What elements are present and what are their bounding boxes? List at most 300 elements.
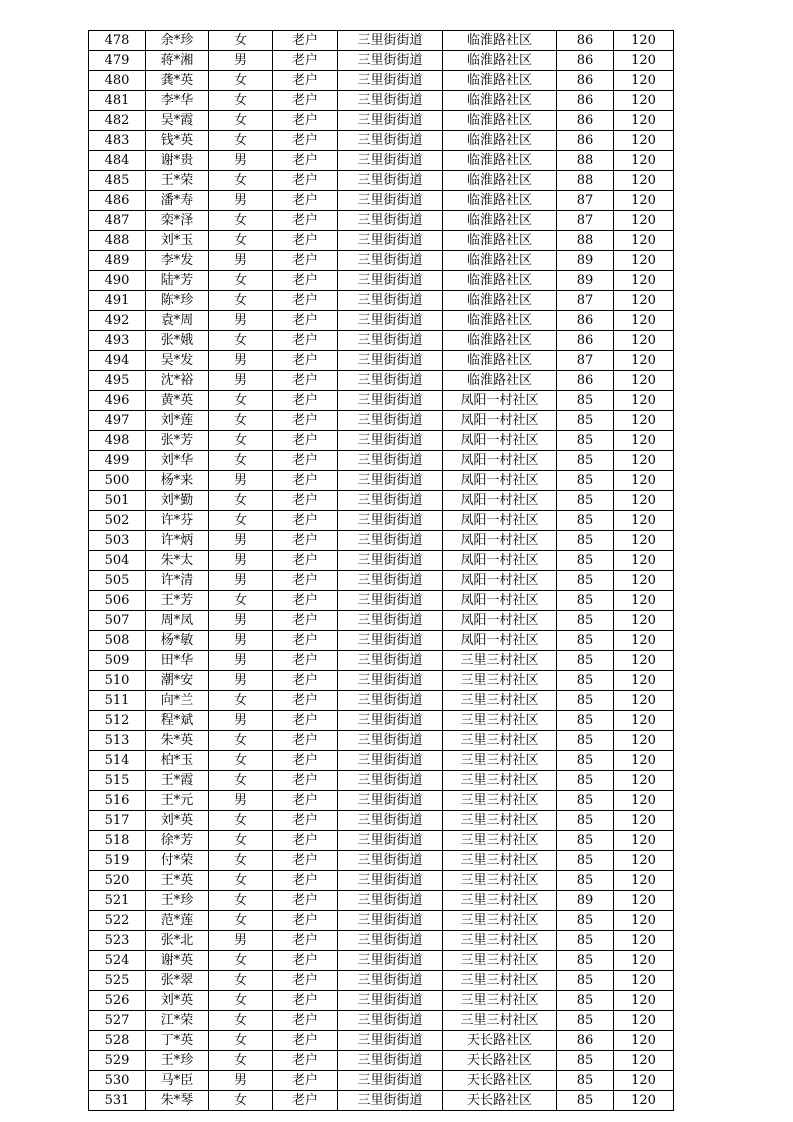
age-cell: 85 bbox=[557, 451, 614, 471]
table-body bbox=[89, 31, 674, 1111]
street-cell: 三里街街道 bbox=[338, 1091, 443, 1111]
name-cell: 刘*玉 bbox=[146, 231, 209, 251]
row-number-cell: 530 bbox=[89, 1071, 146, 1091]
amount-cell: 120 bbox=[614, 971, 674, 991]
street-cell: 三里街街道 bbox=[338, 211, 443, 231]
age-cell: 86 bbox=[557, 311, 614, 331]
street-cell: 三里街街道 bbox=[338, 751, 443, 771]
community-cell: 临淮路社区 bbox=[443, 351, 557, 371]
gender-cell: 女 bbox=[209, 131, 273, 151]
street-cell: 三里街街道 bbox=[338, 611, 443, 631]
gender-cell: 女 bbox=[209, 911, 273, 931]
name-cell: 黄*英 bbox=[146, 391, 209, 411]
gender-cell: 男 bbox=[209, 531, 273, 551]
name-cell: 栾*泽 bbox=[146, 211, 209, 231]
name-cell: 沈*裕 bbox=[146, 371, 209, 391]
age-cell: 85 bbox=[557, 851, 614, 871]
gender-cell: 男 bbox=[209, 931, 273, 951]
gender-cell: 女 bbox=[209, 991, 273, 1011]
gender-cell: 女 bbox=[209, 951, 273, 971]
amount-cell: 120 bbox=[614, 291, 674, 311]
community-cell: 三里三村社区 bbox=[443, 831, 557, 851]
gender-cell: 女 bbox=[209, 491, 273, 511]
household-type-cell: 老户 bbox=[273, 251, 338, 271]
table-row bbox=[89, 891, 674, 911]
table-row bbox=[89, 751, 674, 771]
age-cell: 85 bbox=[557, 991, 614, 1011]
age-cell: 85 bbox=[557, 651, 614, 671]
community-cell: 临淮路社区 bbox=[443, 231, 557, 251]
community-cell: 三里三村社区 bbox=[443, 951, 557, 971]
row-number-cell: 527 bbox=[89, 1011, 146, 1031]
age-cell: 85 bbox=[557, 791, 614, 811]
row-number-cell: 488 bbox=[89, 231, 146, 251]
age-cell: 85 bbox=[557, 691, 614, 711]
age-cell: 86 bbox=[557, 71, 614, 91]
table-row bbox=[89, 911, 674, 931]
age-cell: 85 bbox=[557, 491, 614, 511]
street-cell: 三里街街道 bbox=[338, 91, 443, 111]
gender-cell: 男 bbox=[209, 151, 273, 171]
amount-cell: 120 bbox=[614, 571, 674, 591]
household-type-cell: 老户 bbox=[273, 111, 338, 131]
community-cell: 临淮路社区 bbox=[443, 131, 557, 151]
street-cell: 三里街街道 bbox=[338, 831, 443, 851]
row-number-cell: 523 bbox=[89, 931, 146, 951]
row-number-cell: 504 bbox=[89, 551, 146, 571]
community-cell: 临淮路社区 bbox=[443, 191, 557, 211]
amount-cell: 120 bbox=[614, 811, 674, 831]
name-cell: 杨*来 bbox=[146, 471, 209, 491]
amount-cell: 120 bbox=[614, 1071, 674, 1091]
name-cell: 吴*发 bbox=[146, 351, 209, 371]
age-cell: 86 bbox=[557, 51, 614, 71]
street-cell: 三里街街道 bbox=[338, 231, 443, 251]
row-number-cell: 525 bbox=[89, 971, 146, 991]
gender-cell: 女 bbox=[209, 511, 273, 531]
table-row bbox=[89, 351, 674, 371]
community-cell: 凤阳一村社区 bbox=[443, 491, 557, 511]
table-row bbox=[89, 651, 674, 671]
age-cell: 86 bbox=[557, 91, 614, 111]
gender-cell: 男 bbox=[209, 51, 273, 71]
community-cell: 临淮路社区 bbox=[443, 91, 557, 111]
community-cell: 临淮路社区 bbox=[443, 331, 557, 351]
street-cell: 三里街街道 bbox=[338, 871, 443, 891]
household-type-cell: 老户 bbox=[273, 331, 338, 351]
gender-cell: 女 bbox=[209, 591, 273, 611]
table-row bbox=[89, 851, 674, 871]
community-cell: 凤阳一村社区 bbox=[443, 531, 557, 551]
name-cell: 潮*安 bbox=[146, 671, 209, 691]
gender-cell: 男 bbox=[209, 371, 273, 391]
row-number-cell: 486 bbox=[89, 191, 146, 211]
household-type-cell: 老户 bbox=[273, 1091, 338, 1111]
data-table bbox=[88, 30, 674, 1111]
age-cell: 85 bbox=[557, 911, 614, 931]
table-row bbox=[89, 551, 674, 571]
table-row bbox=[89, 271, 674, 291]
age-cell: 85 bbox=[557, 531, 614, 551]
table-row bbox=[89, 251, 674, 271]
name-cell: 丁*英 bbox=[146, 1031, 209, 1051]
household-type-cell: 老户 bbox=[273, 431, 338, 451]
community-cell: 三里三村社区 bbox=[443, 711, 557, 731]
amount-cell: 120 bbox=[614, 351, 674, 371]
household-type-cell: 老户 bbox=[273, 611, 338, 631]
street-cell: 三里街街道 bbox=[338, 491, 443, 511]
table-row bbox=[89, 491, 674, 511]
street-cell: 三里街街道 bbox=[338, 411, 443, 431]
row-number-cell: 515 bbox=[89, 771, 146, 791]
row-number-cell: 519 bbox=[89, 851, 146, 871]
community-cell: 凤阳一村社区 bbox=[443, 571, 557, 591]
table-row bbox=[89, 71, 674, 91]
table-row bbox=[89, 591, 674, 611]
community-cell: 临淮路社区 bbox=[443, 151, 557, 171]
name-cell: 向*兰 bbox=[146, 691, 209, 711]
table-row bbox=[89, 371, 674, 391]
age-cell: 87 bbox=[557, 291, 614, 311]
community-cell: 天长路社区 bbox=[443, 1031, 557, 1051]
amount-cell: 120 bbox=[614, 791, 674, 811]
amount-cell: 120 bbox=[614, 491, 674, 511]
row-number-cell: 531 bbox=[89, 1091, 146, 1111]
community-cell: 天长路社区 bbox=[443, 1091, 557, 1111]
street-cell: 三里街街道 bbox=[338, 811, 443, 831]
name-cell: 柏*玉 bbox=[146, 751, 209, 771]
community-cell: 临淮路社区 bbox=[443, 111, 557, 131]
name-cell: 许*芬 bbox=[146, 511, 209, 531]
household-type-cell: 老户 bbox=[273, 51, 338, 71]
community-cell: 临淮路社区 bbox=[443, 251, 557, 271]
household-type-cell: 老户 bbox=[273, 511, 338, 531]
gender-cell: 女 bbox=[209, 891, 273, 911]
table-row bbox=[89, 331, 674, 351]
age-cell: 85 bbox=[557, 1051, 614, 1071]
amount-cell: 120 bbox=[614, 191, 674, 211]
street-cell: 三里街街道 bbox=[338, 191, 443, 211]
age-cell: 85 bbox=[557, 1071, 614, 1091]
name-cell: 刘*勤 bbox=[146, 491, 209, 511]
age-cell: 85 bbox=[557, 971, 614, 991]
amount-cell: 120 bbox=[614, 531, 674, 551]
community-cell: 三里三村社区 bbox=[443, 811, 557, 831]
household-type-cell: 老户 bbox=[273, 371, 338, 391]
community-cell: 三里三村社区 bbox=[443, 1011, 557, 1031]
household-type-cell: 老户 bbox=[273, 451, 338, 471]
age-cell: 85 bbox=[557, 511, 614, 531]
row-number-cell: 528 bbox=[89, 1031, 146, 1051]
household-type-cell: 老户 bbox=[273, 911, 338, 931]
community-cell: 天长路社区 bbox=[443, 1051, 557, 1071]
community-cell: 三里三村社区 bbox=[443, 991, 557, 1011]
name-cell: 王*珍 bbox=[146, 891, 209, 911]
community-cell: 天长路社区 bbox=[443, 1071, 557, 1091]
gender-cell: 男 bbox=[209, 351, 273, 371]
amount-cell: 120 bbox=[614, 591, 674, 611]
community-cell: 三里三村社区 bbox=[443, 871, 557, 891]
name-cell: 刘*英 bbox=[146, 991, 209, 1011]
table-row bbox=[89, 791, 674, 811]
table-row bbox=[89, 731, 674, 751]
community-cell: 三里三村社区 bbox=[443, 791, 557, 811]
street-cell: 三里街街道 bbox=[338, 631, 443, 651]
household-type-cell: 老户 bbox=[273, 731, 338, 751]
row-number-cell: 503 bbox=[89, 531, 146, 551]
amount-cell: 120 bbox=[614, 451, 674, 471]
table-row bbox=[89, 291, 674, 311]
gender-cell: 女 bbox=[209, 811, 273, 831]
household-type-cell: 老户 bbox=[273, 871, 338, 891]
name-cell: 张*北 bbox=[146, 931, 209, 951]
name-cell: 谢*英 bbox=[146, 951, 209, 971]
table-row bbox=[89, 771, 674, 791]
household-type-cell: 老户 bbox=[273, 571, 338, 591]
row-number-cell: 490 bbox=[89, 271, 146, 291]
gender-cell: 女 bbox=[209, 271, 273, 291]
street-cell: 三里街街道 bbox=[338, 351, 443, 371]
age-cell: 86 bbox=[557, 371, 614, 391]
community-cell: 凤阳一村社区 bbox=[443, 411, 557, 431]
household-type-cell: 老户 bbox=[273, 1071, 338, 1091]
household-type-cell: 老户 bbox=[273, 71, 338, 91]
row-number-cell: 500 bbox=[89, 471, 146, 491]
household-type-cell: 老户 bbox=[273, 1051, 338, 1071]
household-type-cell: 老户 bbox=[273, 771, 338, 791]
street-cell: 三里街街道 bbox=[338, 311, 443, 331]
street-cell: 三里街街道 bbox=[338, 171, 443, 191]
street-cell: 三里街街道 bbox=[338, 131, 443, 151]
street-cell: 三里街街道 bbox=[338, 731, 443, 751]
gender-cell: 男 bbox=[209, 791, 273, 811]
community-cell: 三里三村社区 bbox=[443, 971, 557, 991]
amount-cell: 120 bbox=[614, 111, 674, 131]
gender-cell: 女 bbox=[209, 291, 273, 311]
name-cell: 钱*英 bbox=[146, 131, 209, 151]
table-row bbox=[89, 471, 674, 491]
household-type-cell: 老户 bbox=[273, 551, 338, 571]
name-cell: 朱*琴 bbox=[146, 1091, 209, 1111]
household-type-cell: 老户 bbox=[273, 811, 338, 831]
street-cell: 三里街街道 bbox=[338, 251, 443, 271]
community-cell: 临淮路社区 bbox=[443, 51, 557, 71]
table-row bbox=[89, 531, 674, 551]
street-cell: 三里街街道 bbox=[338, 671, 443, 691]
name-cell: 许*清 bbox=[146, 571, 209, 591]
age-cell: 85 bbox=[557, 871, 614, 891]
row-number-cell: 507 bbox=[89, 611, 146, 631]
street-cell: 三里街街道 bbox=[338, 851, 443, 871]
amount-cell: 120 bbox=[614, 671, 674, 691]
household-type-cell: 老户 bbox=[273, 631, 338, 651]
household-type-cell: 老户 bbox=[273, 531, 338, 551]
name-cell: 马*臣 bbox=[146, 1071, 209, 1091]
street-cell: 三里街街道 bbox=[338, 371, 443, 391]
household-type-cell: 老户 bbox=[273, 831, 338, 851]
age-cell: 85 bbox=[557, 1091, 614, 1111]
name-cell: 刘*英 bbox=[146, 811, 209, 831]
table-row bbox=[89, 811, 674, 831]
street-cell: 三里街街道 bbox=[338, 551, 443, 571]
age-cell: 89 bbox=[557, 271, 614, 291]
street-cell: 三里街街道 bbox=[338, 891, 443, 911]
gender-cell: 男 bbox=[209, 711, 273, 731]
household-type-cell: 老户 bbox=[273, 851, 338, 871]
household-type-cell: 老户 bbox=[273, 1031, 338, 1051]
amount-cell: 120 bbox=[614, 331, 674, 351]
row-number-cell: 483 bbox=[89, 131, 146, 151]
name-cell: 刘*华 bbox=[146, 451, 209, 471]
row-number-cell: 508 bbox=[89, 631, 146, 651]
amount-cell: 120 bbox=[614, 551, 674, 571]
gender-cell: 女 bbox=[209, 391, 273, 411]
name-cell: 田*华 bbox=[146, 651, 209, 671]
amount-cell: 120 bbox=[614, 951, 674, 971]
age-cell: 85 bbox=[557, 731, 614, 751]
amount-cell: 120 bbox=[614, 411, 674, 431]
amount-cell: 120 bbox=[614, 891, 674, 911]
amount-cell: 120 bbox=[614, 1031, 674, 1051]
community-cell: 临淮路社区 bbox=[443, 311, 557, 331]
amount-cell: 120 bbox=[614, 691, 674, 711]
household-type-cell: 老户 bbox=[273, 891, 338, 911]
table-row bbox=[89, 711, 674, 731]
age-cell: 85 bbox=[557, 671, 614, 691]
age-cell: 85 bbox=[557, 771, 614, 791]
age-cell: 85 bbox=[557, 571, 614, 591]
community-cell: 凤阳一村社区 bbox=[443, 591, 557, 611]
age-cell: 85 bbox=[557, 611, 614, 631]
age-cell: 85 bbox=[557, 431, 614, 451]
community-cell: 凤阳一村社区 bbox=[443, 631, 557, 651]
row-number-cell: 518 bbox=[89, 831, 146, 851]
gender-cell: 女 bbox=[209, 431, 273, 451]
row-number-cell: 497 bbox=[89, 411, 146, 431]
name-cell: 吴*霞 bbox=[146, 111, 209, 131]
street-cell: 三里街街道 bbox=[338, 591, 443, 611]
age-cell: 86 bbox=[557, 1031, 614, 1051]
amount-cell: 120 bbox=[614, 871, 674, 891]
row-number-cell: 489 bbox=[89, 251, 146, 271]
age-cell: 85 bbox=[557, 931, 614, 951]
street-cell: 三里街街道 bbox=[338, 291, 443, 311]
amount-cell: 120 bbox=[614, 911, 674, 931]
name-cell: 张*娥 bbox=[146, 331, 209, 351]
gender-cell: 女 bbox=[209, 771, 273, 791]
household-type-cell: 老户 bbox=[273, 131, 338, 151]
community-cell: 三里三村社区 bbox=[443, 931, 557, 951]
name-cell: 徐*芳 bbox=[146, 831, 209, 851]
amount-cell: 120 bbox=[614, 71, 674, 91]
street-cell: 三里街街道 bbox=[338, 111, 443, 131]
street-cell: 三里街街道 bbox=[338, 471, 443, 491]
age-cell: 87 bbox=[557, 351, 614, 371]
row-number-cell: 524 bbox=[89, 951, 146, 971]
street-cell: 三里街街道 bbox=[338, 711, 443, 731]
amount-cell: 120 bbox=[614, 631, 674, 651]
row-number-cell: 484 bbox=[89, 151, 146, 171]
amount-cell: 120 bbox=[614, 51, 674, 71]
street-cell: 三里街街道 bbox=[338, 431, 443, 451]
amount-cell: 120 bbox=[614, 931, 674, 951]
name-cell: 蒋*湘 bbox=[146, 51, 209, 71]
amount-cell: 120 bbox=[614, 851, 674, 871]
gender-cell: 男 bbox=[209, 631, 273, 651]
community-cell: 凤阳一村社区 bbox=[443, 611, 557, 631]
table-row bbox=[89, 91, 674, 111]
amount-cell: 120 bbox=[614, 511, 674, 531]
name-cell: 张*翠 bbox=[146, 971, 209, 991]
street-cell: 三里街街道 bbox=[338, 51, 443, 71]
gender-cell: 女 bbox=[209, 71, 273, 91]
table-row bbox=[89, 211, 674, 231]
community-cell: 三里三村社区 bbox=[443, 911, 557, 931]
household-type-cell: 老户 bbox=[273, 951, 338, 971]
name-cell: 范*莲 bbox=[146, 911, 209, 931]
household-type-cell: 老户 bbox=[273, 311, 338, 331]
household-type-cell: 老户 bbox=[273, 971, 338, 991]
community-cell: 三里三村社区 bbox=[443, 851, 557, 871]
street-cell: 三里街街道 bbox=[338, 771, 443, 791]
name-cell: 朱*太 bbox=[146, 551, 209, 571]
amount-cell: 120 bbox=[614, 271, 674, 291]
amount-cell: 120 bbox=[614, 231, 674, 251]
name-cell: 龚*英 bbox=[146, 71, 209, 91]
household-type-cell: 老户 bbox=[273, 751, 338, 771]
street-cell: 三里街街道 bbox=[338, 451, 443, 471]
name-cell: 王*芳 bbox=[146, 591, 209, 611]
street-cell: 三里街街道 bbox=[338, 71, 443, 91]
age-cell: 88 bbox=[557, 171, 614, 191]
street-cell: 三里街街道 bbox=[338, 1071, 443, 1091]
community-cell: 三里三村社区 bbox=[443, 731, 557, 751]
name-cell: 张*芳 bbox=[146, 431, 209, 451]
table-row bbox=[89, 971, 674, 991]
name-cell: 李*发 bbox=[146, 251, 209, 271]
row-number-cell: 512 bbox=[89, 711, 146, 731]
table-row bbox=[89, 611, 674, 631]
table-row bbox=[89, 991, 674, 1011]
street-cell: 三里街街道 bbox=[338, 31, 443, 51]
gender-cell: 男 bbox=[209, 571, 273, 591]
row-number-cell: 526 bbox=[89, 991, 146, 1011]
street-cell: 三里街街道 bbox=[338, 271, 443, 291]
name-cell: 王*珍 bbox=[146, 1051, 209, 1071]
table-row bbox=[89, 1051, 674, 1071]
gender-cell: 男 bbox=[209, 191, 273, 211]
amount-cell: 120 bbox=[614, 1051, 674, 1071]
gender-cell: 女 bbox=[209, 331, 273, 351]
amount-cell: 120 bbox=[614, 471, 674, 491]
household-type-cell: 老户 bbox=[273, 31, 338, 51]
age-cell: 85 bbox=[557, 631, 614, 651]
household-type-cell: 老户 bbox=[273, 231, 338, 251]
table-row bbox=[89, 51, 674, 71]
row-number-cell: 513 bbox=[89, 731, 146, 751]
table-row bbox=[89, 511, 674, 531]
table-row bbox=[89, 671, 674, 691]
name-cell: 余*珍 bbox=[146, 31, 209, 51]
gender-cell: 女 bbox=[209, 831, 273, 851]
name-cell: 刘*莲 bbox=[146, 411, 209, 431]
street-cell: 三里街街道 bbox=[338, 571, 443, 591]
age-cell: 86 bbox=[557, 131, 614, 151]
table-row bbox=[89, 1071, 674, 1091]
row-number-cell: 494 bbox=[89, 351, 146, 371]
age-cell: 85 bbox=[557, 751, 614, 771]
gender-cell: 女 bbox=[209, 1051, 273, 1071]
